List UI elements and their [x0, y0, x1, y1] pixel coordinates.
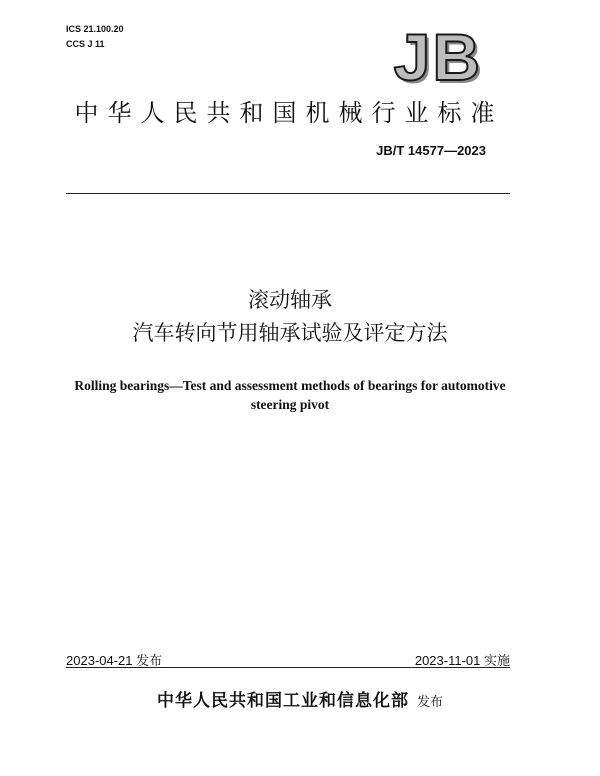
- standard-number: JB/T 14577—2023: [376, 143, 486, 158]
- standard-category: 中华人民共和国机械行业标准: [74, 99, 504, 127]
- publisher-line: [0, 686, 600, 711]
- english-title-line-1: Rolling bearings—Test and assessment methods of bearings for automotive: [74, 378, 506, 393]
- jb-logo: JB: [393, 20, 482, 94]
- top-divider: [66, 193, 510, 194]
- publisher-action: 发布: [416, 695, 443, 710]
- english-title: [40, 376, 540, 414]
- chinese-title: [40, 284, 540, 350]
- chinese-title-line-2: 汽车转向节用轴承试验及评定方法: [132, 321, 448, 345]
- implementation-date: 2023-11-01 实施: [414, 653, 510, 668]
- english-title-line-2: steering pivot: [250, 397, 330, 412]
- publisher-organization: 中华人民共和国工业和信息化部: [156, 691, 409, 711]
- chinese-title-line-1: 滚动轴承: [248, 288, 332, 312]
- bottom-divider: [66, 667, 510, 668]
- classification-codes: [66, 22, 124, 52]
- ics-code: ICS 21.100.20: [66, 24, 124, 34]
- ccs-code: CCS J 11: [66, 39, 105, 49]
- issue-date: 2023-04-21 发布: [66, 653, 163, 668]
